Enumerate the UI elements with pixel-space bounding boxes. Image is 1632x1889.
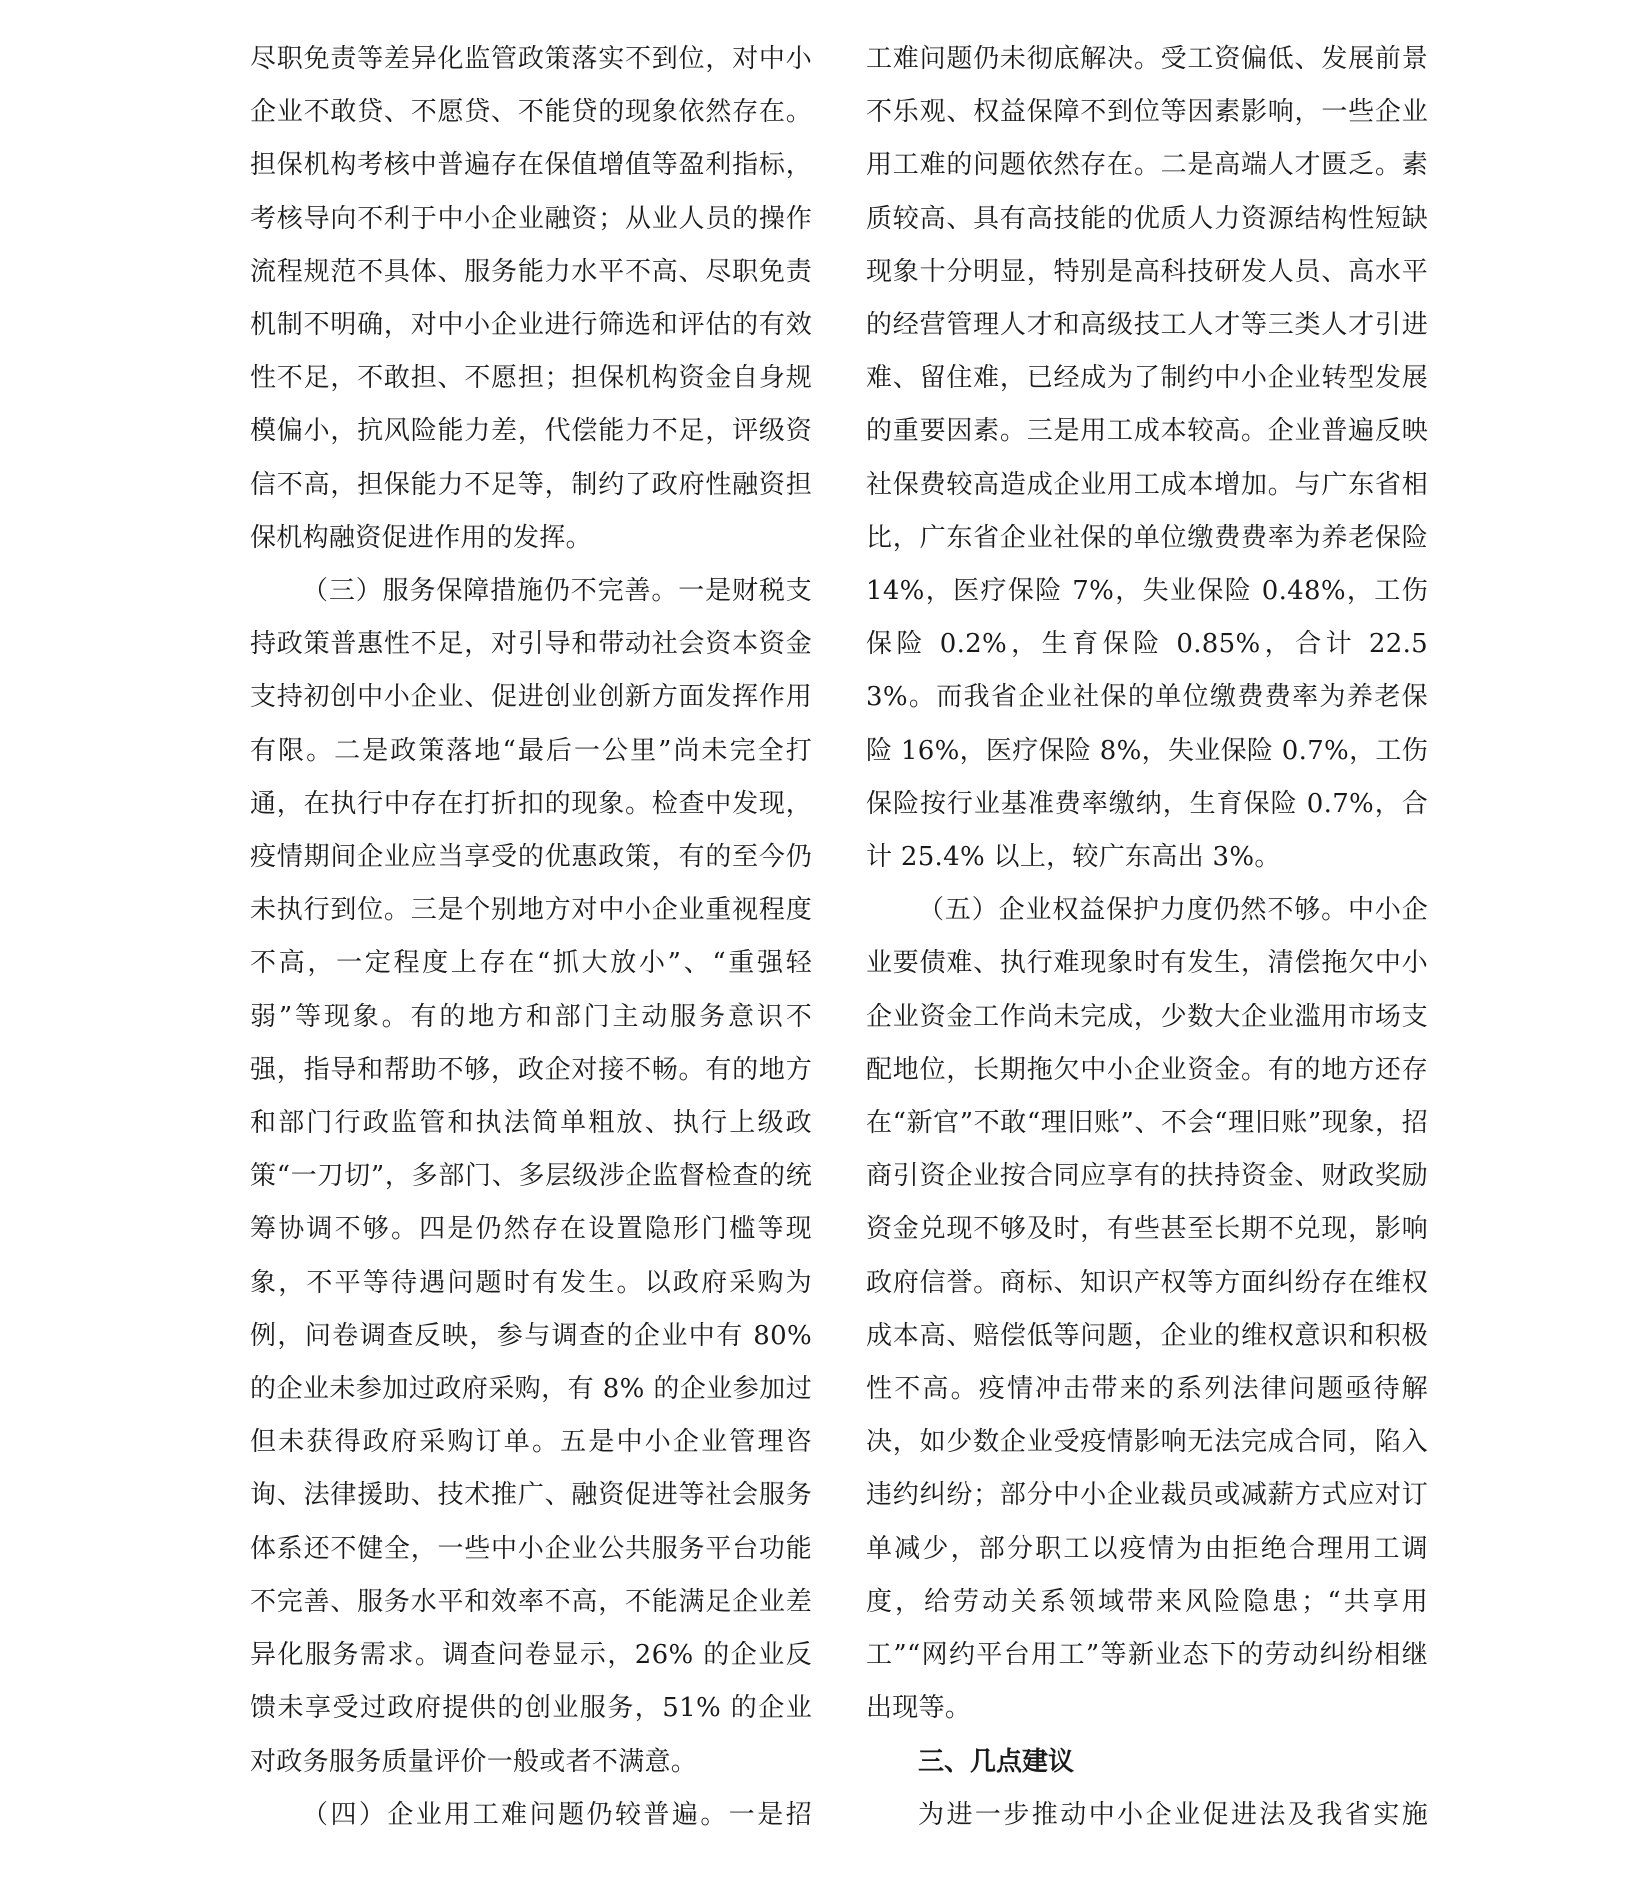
right-paragraph-2: （五）企业权益保护力度仍然不够。中小企业要债难、执行难现象时有发生，清偿拖欠中小企业资金工作尚未完成，少数大企业滥用市场支配地位，长期拖欠中小企业资金。有的地方还存在“新官”不敢“理旧账”、不会“理旧账”现象，招商引资企业按合同应享有的扶持资金、财政奖励资金兑现不够及时，有些甚至长期不兑现，影响政府信誉。商标、知识产权等方面纠纷存在维权成本高、赔偿低等问题，企业的维权意识和积极性不高。疫情冲击带来的系列法律问题亟待解决，如少数企业受疫情影响无法完成合同，陷入违约纠纷；部分中小企业裁员或减薪方式应对订单减少，部分职工以疫情为由拒绝合理用工调度，给劳动关系领域带来风险隐患；“共享用工”“网约平台用工”等新业态下的劳动纠纷相继出现等。 — [866, 895, 1428, 1724]
section-heading: 三、几点建议 — [918, 1746, 1075, 1777]
left-column — [250, 33, 812, 1842]
left-paragraph-2: （三）服务保障措施仍不完善。一是财税支持政策普惠性不足，对引导和带动社会资本资金支持初创中小企业、促进创业创新方面发挥作用有限。二是政策落地“最后一公里”尚未完全打通，在执行中存在打折扣的现象。检查中发现，疫情期间企业应当享受的优惠政策，有的至今仍未执行到位。三是个别地方对中小企业重视程度不高，一定程度上存在“抓大放小”、“重强轻弱”等现象。有的地方和部门主动服务意识不强，指导和帮助不够，政企对接不畅。有的地方和部门行政监管和执法简单粗放、执行上级政策“一刀切”，多部门、多层级涉企监督检查的统筹协调不够。四是仍然存在设置隐形门槛等现象，不平等待遇问题时有发生。以政府采购为例，问卷调查反映，参与调查的企业中有 80% 的企业未参加过政府采购，有 8% 的企业参加过但未获得政府采购订单。五是中小企业管理咨询、法律援助、技术推广、融资促进等社会服务体系还不健全，一些中小企业公共服务平台功能不完善、服务水平和效率不高，不能满足企业差异化服务需求。调查问卷显示，26% 的企业反馈未享受过政府提供的创业服务，51% 的企业对政务服务质量评价一般或者不满意。 — [250, 576, 812, 1777]
right-paragraph-1: 工难问题仍未彻底解决。受工资偏低、发展前景不乐观、权益保障不到位等因素影响，一些企业用工难的问题依然存在。二是高端人才匮乏。素质较高、具有高技能的优质人力资源结构性短缺现象十分明显，特别是高科技研发人员、高水平的经营管理人才和高级技工人才等三类人才引进难、留住难，已经成为了制约中小企业转型发展的重要因素。三是用工成本较高。企业普遍反映社保费较高造成企业用工成本增加。与广东省相比，广东省企业社保的单位缴费费率为养老保险 14%，医疗保险 7%，失业保险 0.48%，工伤保险 0.2%，生育保险 0.85%，合计 22.53%。而我省企业社保的单位缴费费率为养老保险 16%，医疗保险 8%，失业保险 0.7%，工伤保险按行业基准费率缴纳，生育保险 0.7%，合计 25.4% 以上，较广东高出 3%。 — [866, 44, 1428, 873]
left-paragraph-3: （四）企业用工难问题仍较普遍。一是招 — [302, 1799, 812, 1830]
right-column — [866, 33, 1428, 1842]
right-paragraph-3: 为进一步推动中小企业促进法及我省实施 — [918, 1799, 1428, 1830]
left-paragraph-1: 尽职免责等差异化监管政策落实不到位，对中小企业不敢贷、不愿贷、不能贷的现象依然存在。担保机构考核中普遍存在保值增值等盈利指标，考核导向不利于中小企业融资；从业人员的操作流程规范不具体、服务能力水平不高、尽职免责机制不明确，对中小企业进行筛选和评估的有效性不足，不敢担、不愿担；担保机构资金自身规模偏小，抗风险能力差，代偿能力不足，评级资信不高，担保能力不足等，制约了政府性融资担保机构融资促进作用的发挥。 — [250, 44, 812, 553]
